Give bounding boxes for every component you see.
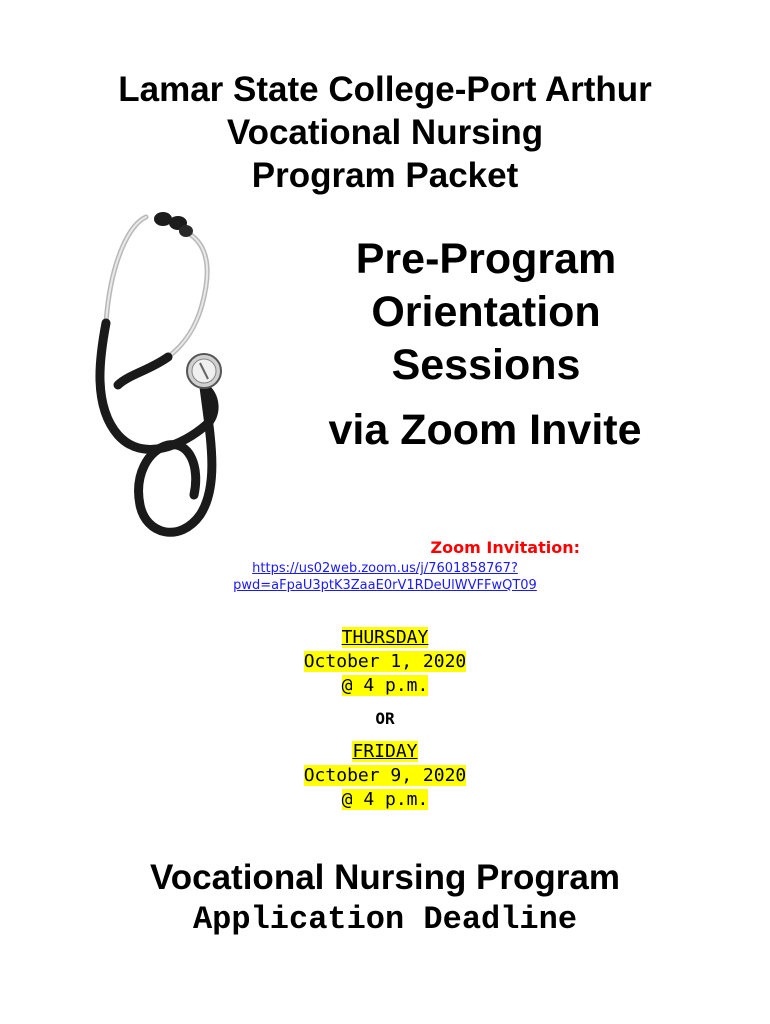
zoom-invitation-link[interactable] bbox=[190, 560, 580, 594]
session-friday bbox=[0, 740, 770, 812]
session-thursday bbox=[0, 626, 770, 698]
packet-title-line-2: Vocational Nursing bbox=[226, 113, 544, 152]
or-separator: OR bbox=[375, 709, 395, 728]
application-deadline-heading: Application Deadline bbox=[192, 901, 578, 938]
session-2-date: October 9, 2020 bbox=[303, 765, 467, 786]
program-title: Vocational Nursing Program bbox=[150, 858, 620, 897]
session-1-date: October 1, 2020 bbox=[303, 651, 467, 672]
zoom-link-line-2[interactable]: pwd=aFpaU3ptK3ZaaE0rV1RDeUlWVFFwQT09 bbox=[233, 578, 537, 593]
packet-title bbox=[0, 68, 770, 197]
packet-title-line-3: Program Packet bbox=[251, 156, 519, 195]
session-2-day: FRIDAY bbox=[352, 741, 418, 762]
session-2-time: @ 4 p.m. bbox=[341, 789, 429, 810]
orientation-title bbox=[330, 233, 642, 392]
session-1-day: THURSDAY bbox=[341, 627, 429, 648]
zoom-link-line-1[interactable]: https://us02web.zoom.us/j/7601858767? bbox=[252, 561, 518, 576]
via-zoom-heading: via Zoom Invite bbox=[328, 406, 642, 454]
orientation-title-line-2: Orientation bbox=[371, 288, 601, 336]
packet-title-line-1: Lamar State College-Port Arthur bbox=[118, 70, 652, 109]
orientation-title-line-3: Sessions bbox=[391, 341, 581, 389]
zoom-invitation-label: Zoom Invitation: bbox=[430, 538, 580, 557]
orientation-title-line-1: Pre-Program bbox=[355, 235, 617, 283]
session-1-time: @ 4 p.m. bbox=[341, 675, 429, 696]
stethoscope-icon bbox=[88, 205, 248, 540]
